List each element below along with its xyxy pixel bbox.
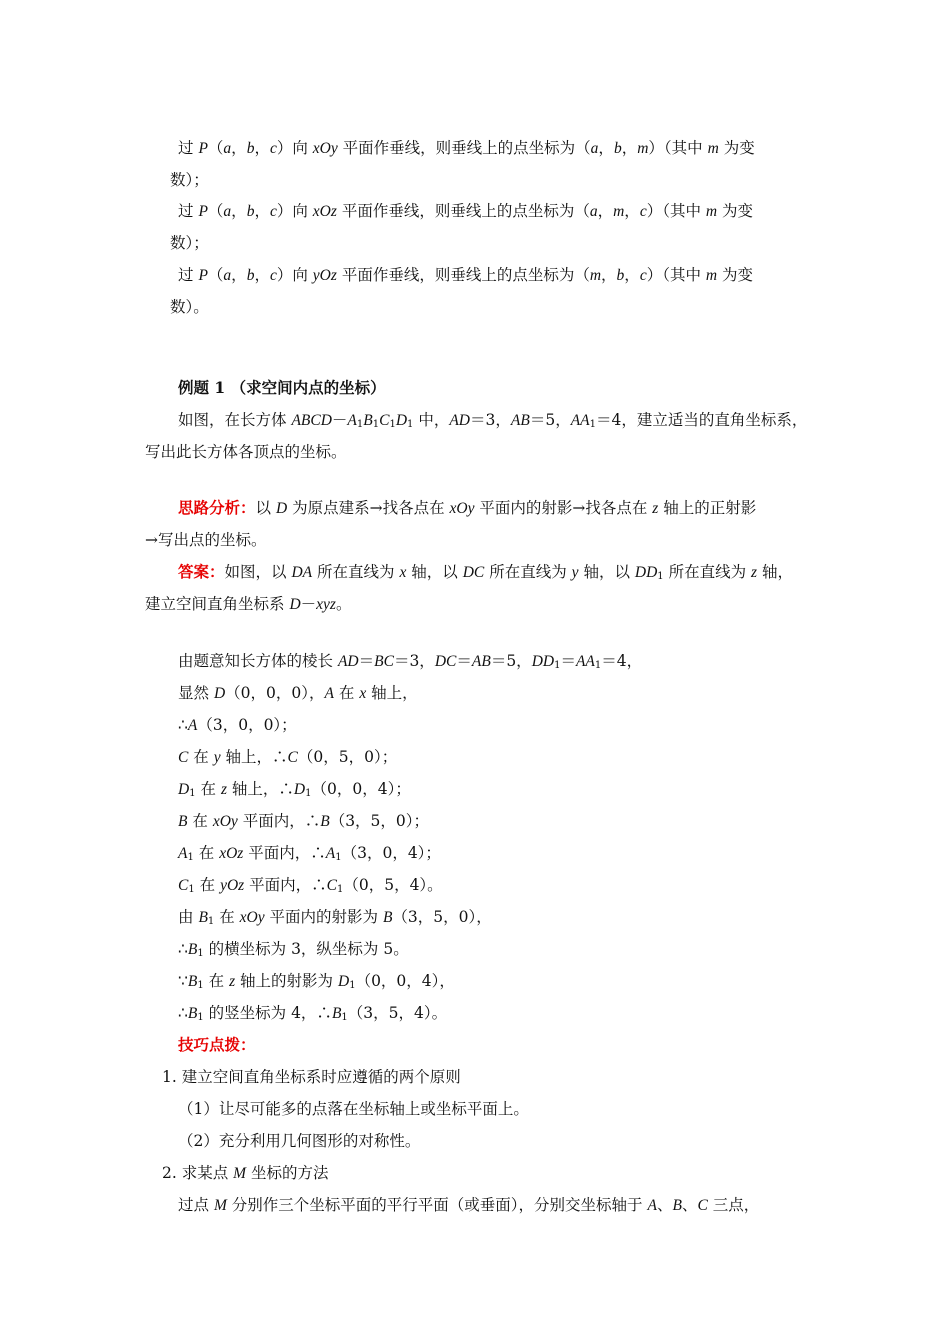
tips-item-1a: （1）让尽可能多的点落在坐标轴上或坐标平面上。 (178, 1100, 529, 1118)
analysis-line-1: 思路分析：以 D 为原点建系→找各点在 xOy 平面内的射影→找各点在 z 轴上的正射影 (178, 498, 757, 517)
answer-step-6: B 在 xOy 平面内，∴B（3，5，0）； (178, 812, 430, 830)
answer-step-1: 由题意知长方体的棱长 AD＝BC＝3，DC＝AB＝5，$DD_1=AA_1=4$， (178, 652, 643, 671)
answer-step-9: 由 $B_1$ 在 xOy 平面内的射影为 B（3，5，0）， (178, 908, 492, 927)
example-question-1: 如图，在长方体 $ABCD-A_1B_1C_1D_1$ 中，AD＝3，AB＝5，$AA_1=4$，建立适当的直角坐标系， (178, 411, 808, 430)
answer-step-3: ∴A（3，0，0）； (178, 716, 297, 734)
example-question-2: 写出此长方体各顶点的坐标。 (145, 443, 347, 461)
example-title: 例题 1 （求空间内点的坐标） (178, 378, 386, 397)
answer-step-2: 显然 D（0，0，0），A 在 x 轴上， (178, 684, 418, 702)
tips-label: 技巧点拨： (178, 1035, 256, 1054)
answer-step-5: $D_1$ 在 z 轴上，$\therefore D_1(0$，0，4）； (178, 780, 411, 799)
answer-step-7: $A_1$ 在 xOz 平面内，$\therefore A_1(3$，0，4）； (178, 844, 441, 863)
intro-line-3: 过 P（a，b，c）向 yOz 平面作垂线，则垂线上的点坐标为（m，b，c）（其中 m 为变 (178, 266, 754, 284)
answer-line-2: 建立空间直角坐标系 D－xyz。 (145, 595, 352, 613)
intro-line-2: 过 P（a，b，c）向 xOz 平面作垂线，则垂线上的点坐标为（a，m，c）（其中 m 为变 (178, 202, 754, 220)
tips-item-2: 2. 求某点 M 坐标的方法 (162, 1164, 329, 1182)
tips-item-1b: （2）充分利用几何图形的对称性。 (178, 1132, 421, 1150)
analysis-line-2: →写出点的坐标。 (145, 531, 267, 549)
intro-line-1b: 数）； (170, 171, 209, 189)
intro-line-3b: 数）。 (170, 298, 209, 316)
answer-label: 答案： (178, 562, 225, 581)
tips-item-2a: 过点 M 分别作三个坐标平面的平行平面（或垂面），分别交坐标轴于 A、B、C 三点， (178, 1196, 760, 1214)
answer-step-11: $\because B_1$ 在 z 轴上的射影为 $D_1(0$，0，4）， (178, 972, 455, 991)
answer-step-10: $\therefore B_1$ 的横坐标为 3，纵坐标为 5。 (178, 940, 409, 959)
analysis-label: 思路分析： (178, 498, 256, 517)
tips-item-1: 1. 建立空间直角坐标系时应遵循的两个原则 (162, 1068, 461, 1086)
intro-line-1: 过 P（a，b，c）向 xOy 平面作垂线，则垂线上的点坐标为（a，b，m）（其中 m 为变 (178, 139, 755, 157)
answer-step-8: $C_1$ 在 yOz 平面内，$\therefore C_1(0$，5，4）。 (178, 876, 443, 895)
answer-line-1: 答案：如图，以 DA 所在直线为 x 轴，以 DC 所在直线为 y 轴，以 $DD_1$ 所在直线为 z 轴， (178, 562, 793, 582)
answer-step-12: $\therefore B_1$ 的竖坐标为 4，$\therefore B_1(3$，5，4）。 (178, 1004, 448, 1023)
intro-line-2b: 数）； (170, 234, 209, 252)
answer-step-4: C 在 y 轴上，∴C（0，5，0）； (178, 748, 398, 766)
